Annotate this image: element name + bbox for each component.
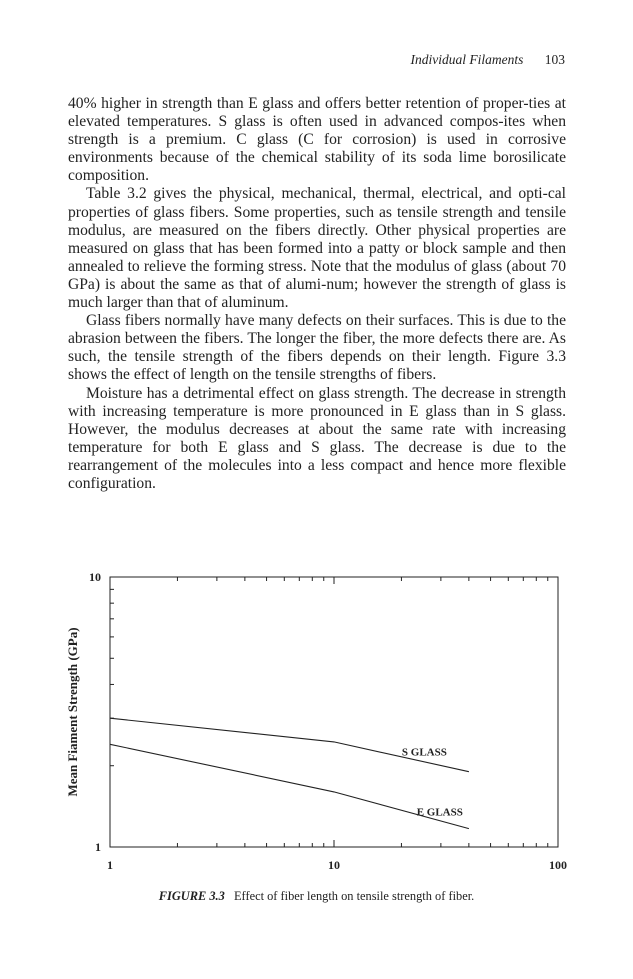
series-label: E GLASS — [416, 806, 463, 819]
paragraph: Table 3.2 gives the physical, mechanical, thermal, electrical, and opti-cal properties of glass fibers. Some properties, such as tensile strength and tensile modulus, are measured on the fibers directly. Other physical properties are measured on glass that has been formed into a patty or block sample and then annealed to relieve the forming stress. Note that the modulus of glass (about 70 GPa) is about the same as that of alumi-num; however the strength of glass is much larger than that of aluminum. — [68, 185, 566, 312]
series-line-s-glass — [110, 718, 469, 772]
figure-label: FIGURE 3.3 — [158, 889, 225, 903]
body-text — [68, 95, 566, 493]
series-label: S GLASS — [401, 746, 447, 759]
y-tick-label: 10 — [89, 570, 101, 584]
x-tick-label: 100 — [549, 858, 567, 872]
figure-chart — [55, 560, 575, 880]
chart-svg — [55, 560, 575, 880]
paragraph: Glass fibers normally have many defects on their surfaces. This is due to the abrasion between the fibers. The longer the fiber, the more defects there are. As such, the tensile strength of the fibers depends on their length. Figure 3.3 shows the effect of length on the tensile strengths of fibers. — [68, 312, 566, 384]
plot-frame — [110, 577, 558, 847]
figure-caption — [0, 889, 633, 904]
running-head — [411, 52, 565, 68]
x-tick-label: 1 — [107, 858, 113, 872]
page-number: 103 — [544, 52, 565, 67]
caption-text: Effect of fiber length on tensile strength of fiber. — [233, 889, 475, 903]
x-tick-label: 10 — [328, 858, 340, 872]
y-tick-label: 1 — [95, 840, 101, 854]
paragraph: 40% higher in strength than E glass and offers better retention of proper-ties at elevated temperatures. S glass is often used in advanced compos-ites when strength is a premium. C glass (C for corrosion) is used in corrosive environments because of the chemical stability of its soda lime borosilicate composition. — [68, 95, 566, 185]
y-axis-label: Mean Fiament Strength (GPa) — [65, 627, 80, 797]
paragraph: Moisture has a detrimental effect on glass strength. The decrease in strength with increasing temperature is more pronounced in E glass than in S glass. However, the modulus decreases at about the same rate with increasing temperature for both E glass and S glass. The decrease is due to the rearrangement of the molecules into a less compact and hence more flexible configuration. — [68, 384, 566, 492]
running-title: Individual Filaments — [410, 52, 524, 67]
